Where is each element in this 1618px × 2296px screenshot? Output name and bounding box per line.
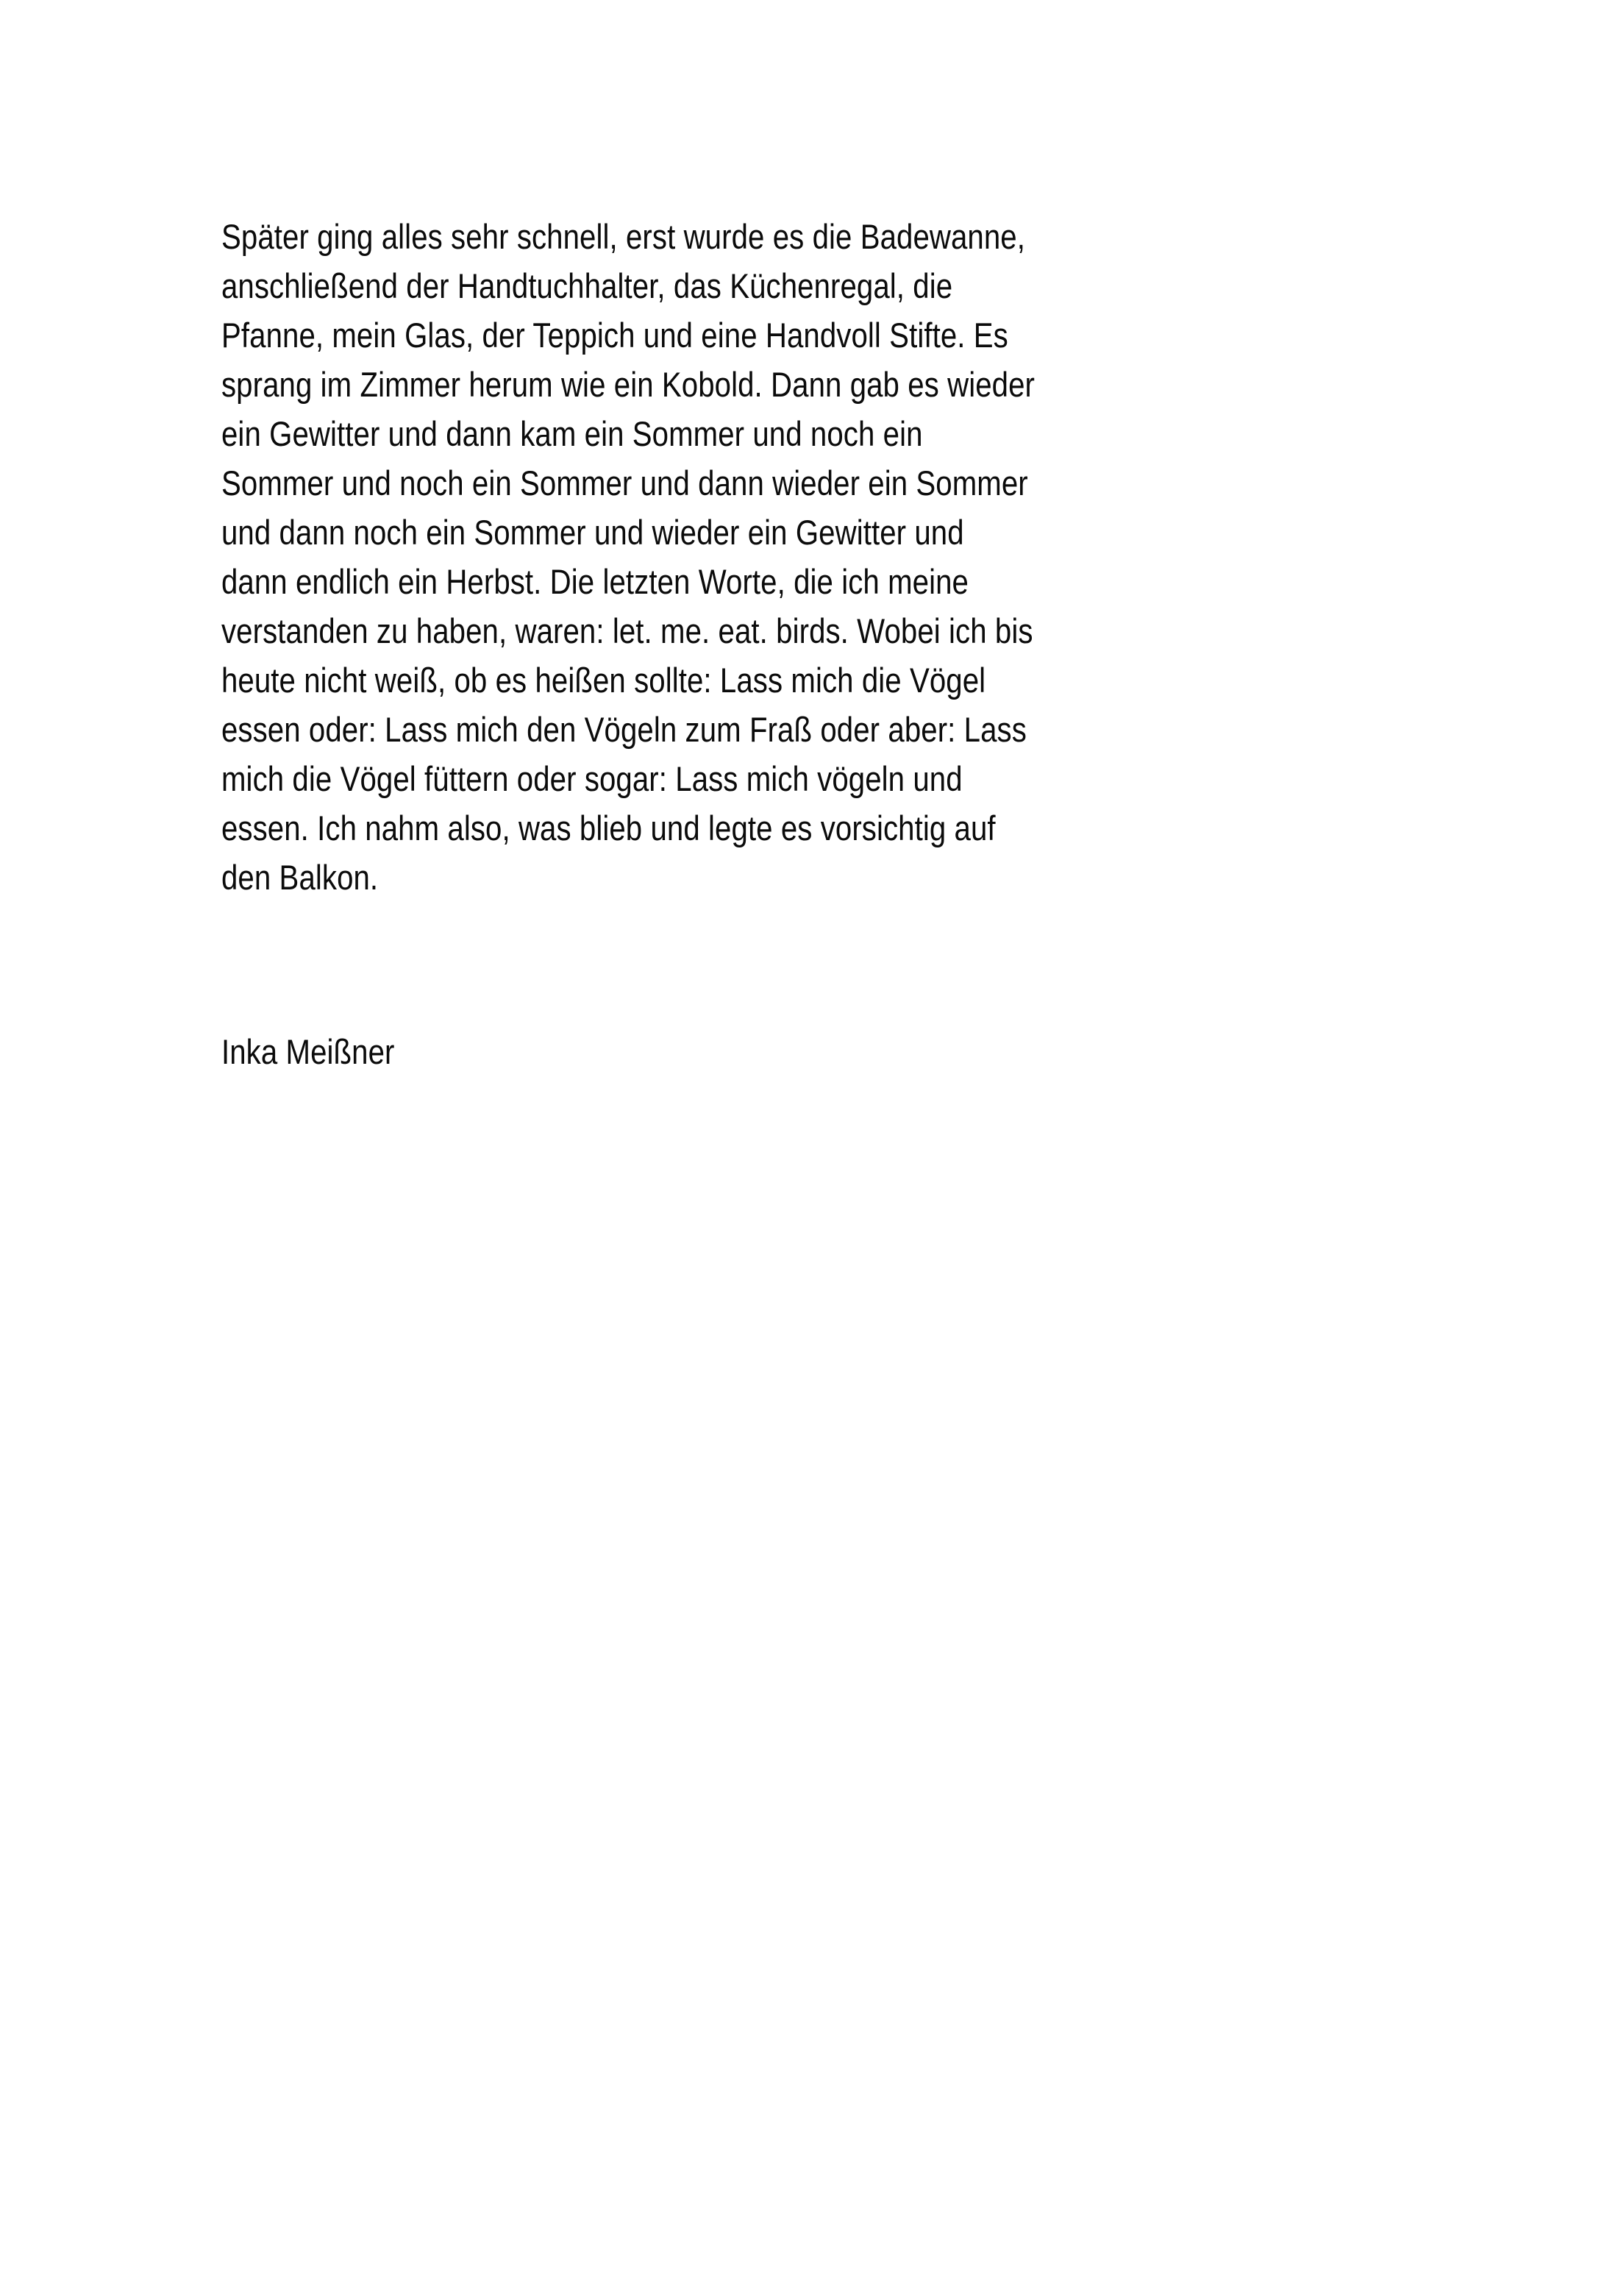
body-line: und dann noch ein Sommer und wieder ein Gewitter und bbox=[221, 513, 964, 552]
body-line: Sommer und noch ein Sommer und dann wieder ein Sommer bbox=[221, 463, 1028, 502]
body-line: ein Gewitter und dann kam ein Sommer und noch ein bbox=[221, 414, 923, 453]
body-line: sprang im Zimmer herum wie ein Kobold. Dann gab es wieder bbox=[221, 365, 1036, 404]
author-name: Inka Meißner bbox=[221, 1032, 395, 1071]
signature-block bbox=[221, 1027, 1398, 1076]
body-line: Pfanne, mein Glas, der Teppich und eine Handvoll Stifte. Es bbox=[221, 316, 1008, 355]
body-line: essen oder: Lass mich den Vögeln zum Fraß oder aber: Lass bbox=[221, 710, 1027, 749]
body-line: essen. Ich nahm also, was blieb und legte es vorsichtig auf bbox=[221, 808, 996, 847]
body-paragraph bbox=[221, 212, 1398, 902]
body-text-block bbox=[221, 212, 1398, 902]
body-line: verstanden zu haben, waren: let. me. eat. birds. Wobei ich bis bbox=[221, 611, 1033, 650]
body-line: mich die Vögel füttern oder sogar: Lass mich vögeln und bbox=[221, 759, 963, 798]
body-line: anschließend der Handtuchhalter, das Küchenregal, die bbox=[221, 266, 953, 305]
body-line: Später ging alles sehr schnell, erst wurde es die Badewanne, bbox=[221, 217, 1025, 256]
body-line: heute nicht weiß, ob es heißen sollte: Lass mich die Vögel bbox=[221, 661, 986, 700]
body-line: den Balkon. bbox=[221, 858, 379, 897]
body-line: dann endlich ein Herbst. Die letzten Worte, die ich meine bbox=[221, 562, 969, 601]
